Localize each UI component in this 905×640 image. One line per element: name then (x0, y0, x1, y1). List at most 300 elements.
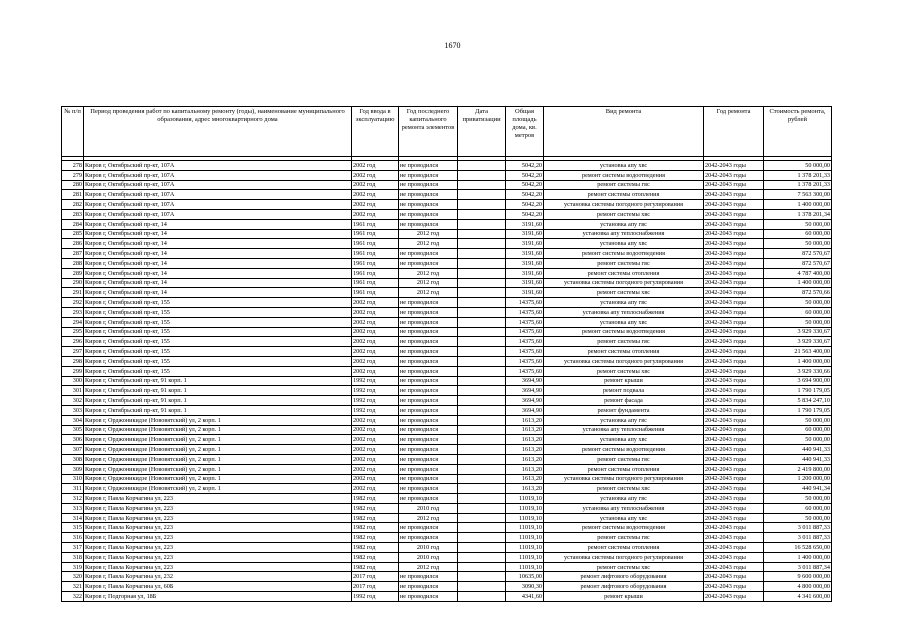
privatization-cell (458, 200, 506, 210)
privatization-cell (458, 268, 506, 278)
repair-years-cell: 2042-2043 годы (704, 298, 764, 308)
repair-years-cell: 2042-2043 годы (704, 327, 764, 337)
commission-year-cell: 1961 год (352, 249, 399, 259)
cost-cell: 5 834 247,10 (764, 396, 832, 406)
repair-years-cell: 2042-2043 годы (704, 425, 764, 435)
address-cell: Киров г, Октябрьский пр-кт, 14 (84, 229, 352, 239)
last-repair-cell: не проводился (399, 298, 458, 308)
commission-year-cell: 2002 год (352, 307, 399, 317)
address-cell: Киров г, Октябрьский пр-кт, 155 (84, 347, 352, 357)
area-cell: 10635,00 (506, 572, 544, 582)
commission-year-cell: 1982 год (352, 552, 399, 562)
address-cell: Киров г, Октябрьский пр-кт, 155 (84, 356, 352, 366)
privatization-cell (458, 337, 506, 347)
row-number: 320 (62, 572, 84, 582)
last-repair-cell: не проводился (399, 200, 458, 210)
work-type-cell: ремонт системы отопления (544, 347, 704, 357)
cost-cell: 7 563 300,00 (764, 190, 832, 200)
address-cell: Киров г, Октябрьский пр-кт, 91 корп. 1 (84, 376, 352, 386)
commission-year-cell: 2002 год (352, 327, 399, 337)
cost-cell: 1 400 000,00 (764, 200, 832, 210)
area-cell: 14375,60 (506, 366, 544, 376)
commission-year-cell: 2017 год (352, 572, 399, 582)
privatization-cell (458, 415, 506, 425)
table-row (62, 288, 832, 298)
address-cell: Киров г, Павла Корчагина ул, 223 (84, 543, 352, 553)
row-number: 284 (62, 219, 84, 229)
header-last-repair-year: Год последнего капитального ремонта элементов (399, 107, 458, 157)
row-number: 314 (62, 513, 84, 523)
commission-year-cell: 1961 год (352, 258, 399, 268)
work-type-cell: ремонт системы отопления (544, 268, 704, 278)
table-row (62, 200, 832, 210)
area-cell: 14375,60 (506, 327, 544, 337)
privatization-cell (458, 425, 506, 435)
repair-years-cell: 2042-2043 годы (704, 376, 764, 386)
repair-years-cell: 2042-2043 годы (704, 239, 764, 249)
table-row (62, 268, 832, 278)
privatization-cell (458, 161, 506, 171)
last-repair-cell: 2010 год (399, 552, 458, 562)
privatization-cell (458, 484, 506, 494)
repair-years-cell: 2042-2043 годы (704, 396, 764, 406)
last-repair-cell: не проводился (399, 572, 458, 582)
row-number: 321 (62, 582, 84, 592)
cost-cell: 1 378 201,33 (764, 170, 832, 180)
cost-cell: 3 011 887,34 (764, 562, 832, 572)
cost-cell: 9 600 000,00 (764, 572, 832, 582)
repair-years-cell: 2042-2043 годы (704, 572, 764, 582)
last-repair-cell: 2012 год (399, 562, 458, 572)
repair-years-cell: 2042-2043 годы (704, 533, 764, 543)
privatization-cell (458, 454, 506, 464)
row-number: 301 (62, 386, 84, 396)
repair-years-cell: 2042-2043 годы (704, 405, 764, 415)
cost-cell: 16 528 650,00 (764, 543, 832, 553)
address-cell: Киров г, Октябрьский пр-кт, 91 корп. 1 (84, 386, 352, 396)
privatization-cell (458, 523, 506, 533)
commission-year-cell: 2002 год (352, 170, 399, 180)
area-cell: 5042,20 (506, 200, 544, 210)
work-type-cell: установка апу гвс (544, 298, 704, 308)
header-repair-years: Год ремонта (704, 107, 764, 157)
address-cell: Киров г, Орджоникидзе (Нововятский) ул, 2 корп. 1 (84, 484, 352, 494)
commission-year-cell: 1982 год (352, 543, 399, 553)
commission-year-cell: 1982 год (352, 503, 399, 513)
repair-years-cell: 2042-2043 годы (704, 562, 764, 572)
repair-years-cell: 2042-2043 годы (704, 523, 764, 533)
work-type-cell: установка апу теплоснабжения (544, 229, 704, 239)
table-row (62, 366, 832, 376)
cost-cell: 872 570,67 (764, 258, 832, 268)
commission-year-cell: 1992 год (352, 386, 399, 396)
area-cell: 5042,20 (506, 180, 544, 190)
cost-cell: 440 941,34 (764, 484, 832, 494)
cost-cell: 50 000,00 (764, 317, 832, 327)
header-commission-year: Год ввода в эксплуатацию (352, 107, 399, 157)
area-cell: 5042,20 (506, 161, 544, 171)
repair-years-cell: 2042-2043 годы (704, 454, 764, 464)
address-cell: Киров г, Октябрьский пр-кт, 107А (84, 180, 352, 190)
table-row (62, 592, 832, 602)
commission-year-cell: 1961 год (352, 278, 399, 288)
last-repair-cell: не проводился (399, 582, 458, 592)
last-repair-cell: не проводился (399, 386, 458, 396)
cost-cell: 60 000,00 (764, 425, 832, 435)
area-cell: 3191,60 (506, 258, 544, 268)
work-type-cell: ремонт лифтового оборудования (544, 572, 704, 582)
last-repair-cell: не проводился (399, 337, 458, 347)
repair-years-cell: 2042-2043 годы (704, 582, 764, 592)
privatization-cell (458, 552, 506, 562)
privatization-cell (458, 405, 506, 415)
privatization-cell (458, 572, 506, 582)
last-repair-cell: не проводился (399, 445, 458, 455)
area-cell: 14375,60 (506, 317, 544, 327)
cost-cell: 1 378 201,33 (764, 180, 832, 190)
address-cell: Киров г, Орджоникидзе (Нововятский) ул, 2 корп. 1 (84, 454, 352, 464)
row-number: 295 (62, 327, 84, 337)
privatization-cell (458, 474, 506, 484)
row-number: 279 (62, 170, 84, 180)
privatization-cell (458, 249, 506, 259)
table-row (62, 356, 832, 366)
work-type-cell: ремонт системы хвс (544, 484, 704, 494)
area-cell: 3191,60 (506, 239, 544, 249)
last-repair-cell: не проводился (399, 435, 458, 445)
privatization-cell (458, 209, 506, 219)
area-cell: 1613,20 (506, 474, 544, 484)
work-type-cell: ремонт системы водоотведения (544, 170, 704, 180)
last-repair-cell: не проводился (399, 161, 458, 171)
work-type-cell: ремонт подвала (544, 386, 704, 396)
cost-cell: 1 400 000,00 (764, 356, 832, 366)
work-type-cell: установка апу гвс (544, 494, 704, 504)
work-type-cell: установка апу теплоснабжения (544, 503, 704, 513)
table-row (62, 249, 832, 259)
area-cell: 3191,60 (506, 278, 544, 288)
cost-cell: 50 000,00 (764, 513, 832, 523)
row-number: 311 (62, 484, 84, 494)
repair-years-cell: 2042-2043 годы (704, 592, 764, 602)
address-cell: Киров г, Орджоникидзе (Нововятский) ул, 2 корп. 1 (84, 415, 352, 425)
row-number: 280 (62, 180, 84, 190)
work-type-cell: ремонт системы отопления (544, 464, 704, 474)
work-type-cell: установка апу теплоснабжения (544, 425, 704, 435)
work-type-cell: установка апу гвс (544, 219, 704, 229)
row-number: 297 (62, 347, 84, 357)
privatization-cell (458, 582, 506, 592)
table-row (62, 405, 832, 415)
area-cell: 5042,20 (506, 170, 544, 180)
table-row (62, 209, 832, 219)
cost-cell: 440 941,33 (764, 445, 832, 455)
area-cell: 3694,90 (506, 386, 544, 396)
commission-year-cell: 1992 год (352, 592, 399, 602)
address-cell: Киров г, Подгорная ул, 18Б (84, 592, 352, 602)
area-cell: 14375,60 (506, 337, 544, 347)
table-row (62, 464, 832, 474)
address-cell: Киров г, Октябрьский пр-кт, 107А (84, 170, 352, 180)
cost-cell: 2 419 800,00 (764, 464, 832, 474)
table-row (62, 229, 832, 239)
work-type-cell: ремонт системы хвс (544, 562, 704, 572)
repair-years-cell: 2042-2043 годы (704, 288, 764, 298)
row-number: 294 (62, 317, 84, 327)
table-row (62, 415, 832, 425)
privatization-cell (458, 366, 506, 376)
area-cell: 3191,60 (506, 268, 544, 278)
privatization-cell (458, 327, 506, 337)
row-number: 319 (62, 562, 84, 572)
area-cell: 11019,10 (506, 543, 544, 553)
privatization-cell (458, 533, 506, 543)
table-row (62, 543, 832, 553)
table-row (62, 327, 832, 337)
last-repair-cell: не проводился (399, 249, 458, 259)
commission-year-cell: 1992 год (352, 405, 399, 415)
address-cell: Киров г, Павла Корчагина ул, 223 (84, 533, 352, 543)
last-repair-cell: не проводился (399, 180, 458, 190)
privatization-cell (458, 376, 506, 386)
address-cell: Киров г, Орджоникидзе (Нововятский) ул, 2 корп. 1 (84, 464, 352, 474)
privatization-cell (458, 356, 506, 366)
row-number: 282 (62, 200, 84, 210)
address-cell: Киров г, Октябрьский пр-кт, 107А (84, 190, 352, 200)
work-type-cell: ремонт системы гвс (544, 454, 704, 464)
cost-cell: 1 400 000,00 (764, 278, 832, 288)
row-number: 290 (62, 278, 84, 288)
last-repair-cell: 2012 год (399, 229, 458, 239)
last-repair-cell: не проводился (399, 209, 458, 219)
work-type-cell: установка системы погодного регулирования (544, 278, 704, 288)
last-repair-cell: не проводился (399, 405, 458, 415)
address-cell: Киров г, Орджоникидзе (Нововятский) ул, 2 корп. 1 (84, 425, 352, 435)
commission-year-cell: 2002 год (352, 366, 399, 376)
row-number: 313 (62, 503, 84, 513)
privatization-cell (458, 288, 506, 298)
row-number: 316 (62, 533, 84, 543)
area-cell: 11019,10 (506, 552, 544, 562)
table-row (62, 376, 832, 386)
area-cell: 14375,60 (506, 307, 544, 317)
table-row (62, 307, 832, 317)
cost-cell: 4 341 600,00 (764, 592, 832, 602)
table-row (62, 298, 832, 308)
header-cost: Стоимость ремонта, рублей (764, 107, 832, 157)
last-repair-cell: не проводился (399, 190, 458, 200)
area-cell: 4341,60 (506, 592, 544, 602)
last-repair-cell: не проводился (399, 170, 458, 180)
address-cell: Киров г, Павла Корчагина ул, 223 (84, 503, 352, 513)
cost-cell: 3 929 330,66 (764, 366, 832, 376)
work-type-cell: ремонт лифтового оборудования (544, 582, 704, 592)
last-repair-cell: не проводился (399, 425, 458, 435)
row-number: 317 (62, 543, 84, 553)
repair-years-cell: 2042-2043 годы (704, 317, 764, 327)
row-number: 306 (62, 435, 84, 445)
row-number: 296 (62, 337, 84, 347)
row-number: 300 (62, 376, 84, 386)
table-row (62, 494, 832, 504)
repair-years-cell: 2042-2043 годы (704, 435, 764, 445)
table-row (62, 170, 832, 180)
repair-years-cell: 2042-2043 годы (704, 386, 764, 396)
repair-years-cell: 2042-2043 годы (704, 356, 764, 366)
table-row (62, 317, 832, 327)
work-type-cell: ремонт системы отопления (544, 190, 704, 200)
address-cell: Киров г, Павла Корчагина ул, 223 (84, 494, 352, 504)
commission-year-cell: 1961 год (352, 229, 399, 239)
row-number: 307 (62, 445, 84, 455)
last-repair-cell: не проводился (399, 523, 458, 533)
area-cell: 11019,10 (506, 523, 544, 533)
commission-year-cell: 2002 год (352, 474, 399, 484)
row-number: 281 (62, 190, 84, 200)
privatization-cell (458, 307, 506, 317)
address-cell: Киров г, Павла Корчагина ул, 223 (84, 523, 352, 533)
repair-years-cell: 2042-2043 годы (704, 347, 764, 357)
address-cell: Киров г, Октябрьский пр-кт, 107А (84, 209, 352, 219)
cost-cell: 60 000,00 (764, 307, 832, 317)
last-repair-cell: не проводился (399, 533, 458, 543)
table-row (62, 435, 832, 445)
address-cell: Киров г, Орджоникидзе (Нововятский) ул, 2 корп. 1 (84, 435, 352, 445)
work-type-cell: установка апу гвс (544, 415, 704, 425)
commission-year-cell: 2002 год (352, 445, 399, 455)
address-cell: Киров г, Октябрьский пр-кт, 155 (84, 366, 352, 376)
cost-cell: 3 011 887,33 (764, 523, 832, 533)
work-type-cell: ремонт системы гвс (544, 337, 704, 347)
table-row (62, 180, 832, 190)
work-type-cell: ремонт крыши (544, 592, 704, 602)
address-cell: Киров г, Октябрьский пр-кт, 155 (84, 337, 352, 347)
last-repair-cell: 2012 год (399, 513, 458, 523)
work-type-cell: установка системы погодного регулирования (544, 200, 704, 210)
address-cell: Киров г, Орджоникидзе (Нововятский) ул, 2 корп. 1 (84, 474, 352, 484)
address-cell: Киров г, Павла Корчагина ул, 60Б (84, 582, 352, 592)
address-cell: Киров г, Октябрьский пр-кт, 155 (84, 327, 352, 337)
cost-cell: 21 563 400,00 (764, 347, 832, 357)
cost-cell: 872 570,66 (764, 288, 832, 298)
cost-cell: 50 000,00 (764, 494, 832, 504)
privatization-cell (458, 229, 506, 239)
privatization-cell (458, 543, 506, 553)
work-type-cell: ремонт системы хвс (544, 288, 704, 298)
privatization-cell (458, 278, 506, 288)
last-repair-cell: не проводился (399, 484, 458, 494)
header-address: Период проведения работ по капитальному ремонту (годы), наименование муниципального образования, адрес многоквартирного дома (84, 107, 352, 157)
table-row (62, 278, 832, 288)
cost-cell: 440 941,33 (764, 454, 832, 464)
repair-years-cell: 2042-2043 годы (704, 258, 764, 268)
address-cell: Киров г, Октябрьский пр-кт, 14 (84, 258, 352, 268)
cost-cell: 3 929 330,67 (764, 337, 832, 347)
repair-years-cell: 2042-2043 годы (704, 278, 764, 288)
area-cell: 14375,60 (506, 298, 544, 308)
table-row (62, 190, 832, 200)
address-cell: Киров г, Октябрьский пр-кт, 155 (84, 317, 352, 327)
privatization-cell (458, 258, 506, 268)
last-repair-cell: не проводился (399, 307, 458, 317)
privatization-cell (458, 503, 506, 513)
privatization-cell (458, 396, 506, 406)
privatization-cell (458, 170, 506, 180)
last-repair-cell: 2012 год (399, 288, 458, 298)
work-type-cell: ремонт системы водоотведения (544, 445, 704, 455)
cost-cell: 50 000,00 (764, 239, 832, 249)
row-number: 285 (62, 229, 84, 239)
commission-year-cell: 1982 год (352, 513, 399, 523)
last-repair-cell: не проводился (399, 327, 458, 337)
commission-year-cell: 2002 год (352, 415, 399, 425)
commission-year-cell: 2002 год (352, 425, 399, 435)
commission-year-cell: 1982 год (352, 494, 399, 504)
commission-year-cell: 1992 год (352, 396, 399, 406)
work-type-cell: установка апу хвс (544, 239, 704, 249)
header-privatization-date: Дата приватизации (458, 107, 506, 157)
area-cell: 1613,20 (506, 425, 544, 435)
cost-cell: 3 011 887,33 (764, 533, 832, 543)
commission-year-cell: 1961 год (352, 268, 399, 278)
commission-year-cell: 2002 год (352, 464, 399, 474)
work-type-cell: ремонт фасада (544, 396, 704, 406)
privatization-cell (458, 592, 506, 602)
address-cell: Киров г, Октябрьский пр-кт, 14 (84, 288, 352, 298)
last-repair-cell: не проводился (399, 396, 458, 406)
commission-year-cell: 1961 год (352, 288, 399, 298)
last-repair-cell: 2010 год (399, 543, 458, 553)
commission-year-cell: 1982 год (352, 523, 399, 533)
area-cell: 1613,20 (506, 484, 544, 494)
address-cell: Киров г, Октябрьский пр-кт, 155 (84, 307, 352, 317)
table-row (62, 396, 832, 406)
row-number: 283 (62, 209, 84, 219)
area-cell: 1613,20 (506, 435, 544, 445)
address-cell: Киров г, Октябрьский пр-кт, 14 (84, 219, 352, 229)
address-cell: Киров г, Павла Корчагина ул, 232 (84, 572, 352, 582)
area-cell: 3191,60 (506, 229, 544, 239)
work-type-cell: ремонт системы водоотведения (544, 523, 704, 533)
last-repair-cell: не проводился (399, 356, 458, 366)
repair-years-cell: 2042-2043 годы (704, 219, 764, 229)
cost-cell: 4 787 400,00 (764, 268, 832, 278)
table-row (62, 386, 832, 396)
row-number: 318 (62, 552, 84, 562)
cost-cell: 1 400 000,00 (764, 552, 832, 562)
table-row (62, 347, 832, 357)
cost-cell: 3 929 330,67 (764, 327, 832, 337)
work-type-cell: установка системы погодного регулирования (544, 474, 704, 484)
address-cell: Киров г, Октябрьский пр-кт, 91 корп. 1 (84, 405, 352, 415)
table-row (62, 533, 832, 543)
commission-year-cell: 2002 год (352, 356, 399, 366)
last-repair-cell: 2010 год (399, 503, 458, 513)
area-cell: 3694,90 (506, 376, 544, 386)
repair-years-cell: 2042-2043 годы (704, 503, 764, 513)
last-repair-cell: не проводился (399, 317, 458, 327)
work-type-cell: ремонт системы гвс (544, 533, 704, 543)
last-repair-cell: 2012 год (399, 239, 458, 249)
repair-years-cell: 2042-2043 годы (704, 190, 764, 200)
commission-year-cell: 1961 год (352, 219, 399, 229)
address-cell: Киров г, Октябрьский пр-кт, 155 (84, 298, 352, 308)
commission-year-cell: 1982 год (352, 533, 399, 543)
row-number: 293 (62, 307, 84, 317)
area-cell: 11019,10 (506, 503, 544, 513)
area-cell: 5042,20 (506, 209, 544, 219)
address-cell: Киров г, Орджоникидзе (Нововятский) ул, 2 корп. 1 (84, 445, 352, 455)
